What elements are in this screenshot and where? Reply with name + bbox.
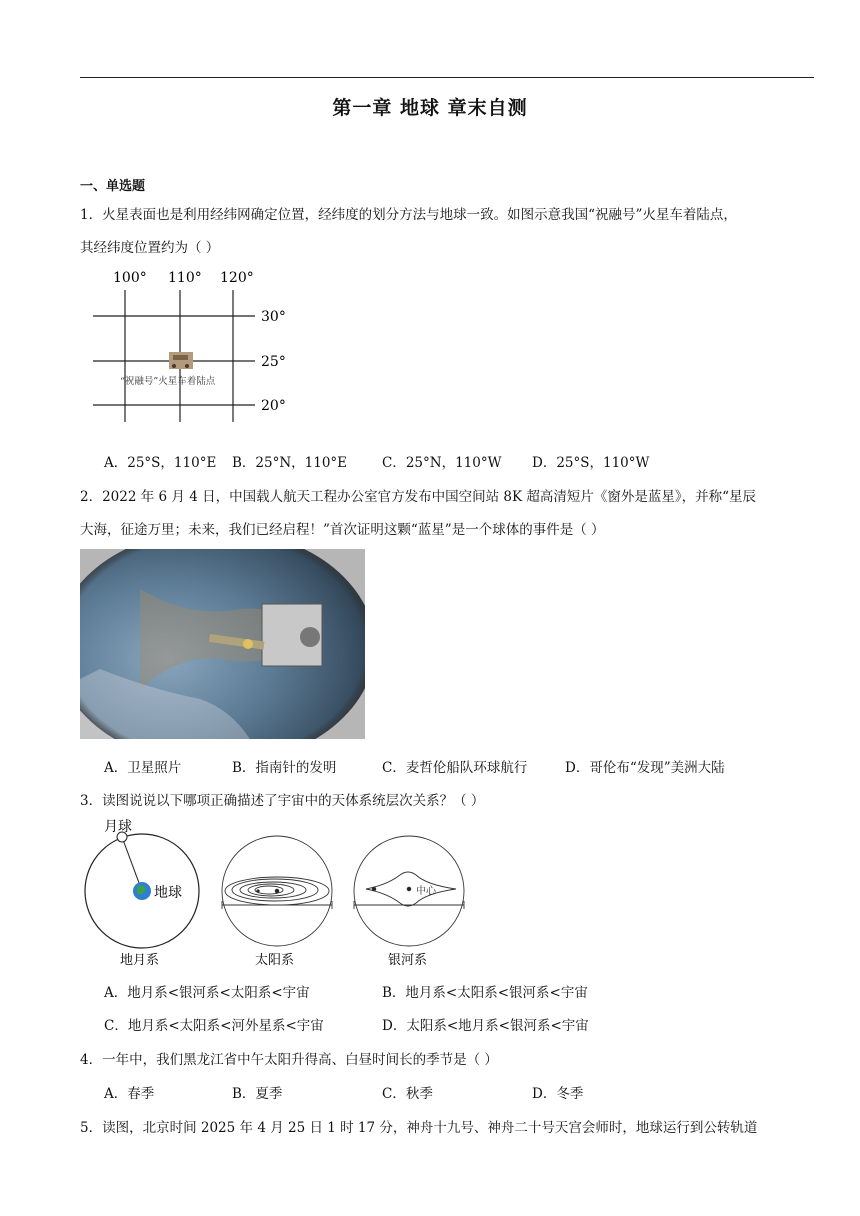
q1-stem-line2: 其经纬度位置约为（ ） <box>80 240 220 256</box>
solar-system <box>222 836 332 946</box>
q2-stem-line2: 大海，征途万里；未来，我们已经启程！”首次证明这颗“蓝星”是一个球体的事件是（ ） <box>80 522 605 538</box>
q1-lon-label-110: 110° <box>168 270 202 286</box>
q3-caption-earth-moon: 地月系 <box>120 953 160 968</box>
page-title: 第一章 地球 章末自测 <box>332 97 528 119</box>
q1-option-d[interactable]: D．25°S，110°W <box>532 455 650 471</box>
q3-caption-solar: 太阳系 <box>255 953 295 968</box>
q4-option-c[interactable]: C．秋季 <box>382 1086 433 1102</box>
q3-moon-label: 月球 <box>104 819 132 835</box>
milky-way-galaxy <box>354 836 464 946</box>
q3-option-c[interactable]: C．地月系<太阳系<河外星系<宇宙 <box>104 1018 324 1034</box>
q3-option-d[interactable]: D．太阳系<地月系<银河系<宇宙 <box>382 1018 589 1034</box>
q1-lat-label-20: 20° <box>261 398 286 414</box>
q1-option-b[interactable]: B．25°N，110°E <box>232 455 348 471</box>
q4-option-a[interactable]: A．春季 <box>104 1086 155 1102</box>
q2-option-a[interactable]: A．卫星照片 <box>104 760 182 776</box>
q1-lon-label-100: 100° <box>113 270 147 286</box>
q3-option-a[interactable]: A．地月系<银河系<太阳系<宇宙 <box>104 985 310 1001</box>
q1-lon-label-120: 120° <box>220 270 254 286</box>
q1-option-c[interactable]: C．25°N，110°W <box>382 455 502 471</box>
q2-stem-line1: 2．2022 年 6 月 4 日，中国载人航天工程办公室官方发布中国空间站 8K 超高清短片《窗外是蓝星》，并称“星辰 <box>80 489 756 505</box>
q3-stem-line1: 3．读图说说以下哪项正确描述了宇宙中的天体系统层次关系？（ ） <box>80 793 485 809</box>
q2-window-photo <box>80 549 365 739</box>
rover-icon <box>169 352 193 369</box>
q2-option-b[interactable]: B．指南针的发明 <box>232 760 337 776</box>
earth-moon-system <box>85 819 199 948</box>
q2-option-c[interactable]: C．麦哲伦船队环球航行 <box>382 760 528 776</box>
q2-option-d[interactable]: D．哥伦布“发现”美洲大陆 <box>565 760 725 776</box>
q4-stem-line1: 4．一年中，我们黑龙江省中午太阳升得高、白昼时间长的季节是（ ） <box>80 1052 498 1068</box>
q1-option-a[interactable]: A．25°S，110°E <box>104 455 217 471</box>
top-rule <box>80 77 814 78</box>
q3-caption-galaxy: 银河系 <box>388 953 428 968</box>
q4-option-b[interactable]: B．夏季 <box>232 1086 283 1102</box>
q3-center-label: 中心 <box>416 886 436 897</box>
q1-lat-label-25: 25° <box>261 354 286 370</box>
q1-point-label: “祝融号”火星车着陆点 <box>120 376 216 387</box>
q3-celestial-systems-figure <box>82 813 472 973</box>
q4-option-d[interactable]: D．冬季 <box>532 1086 584 1102</box>
q1-stem-line1: 1．火星表面也是利用经纬网确定位置，经纬度的划分方法与地球一致。如图示意我国“祝融号”火星车着陆点， <box>80 207 737 223</box>
q1-graticule-figure <box>85 262 300 432</box>
q3-option-b[interactable]: B．地月系<太阳系<银河系<宇宙 <box>382 985 588 1001</box>
q1-lat-label-30: 30° <box>261 309 286 325</box>
section-heading: 一、单选题 <box>80 179 146 194</box>
q3-earth-label: 地球 <box>154 885 182 901</box>
q5-stem-line1: 5．读图，北京时间 2025 年 4 月 25 日 1 时 17 分，神舟十九号、神舟二十号天宫会师时，地球运行到公转轨道 <box>80 1120 758 1136</box>
